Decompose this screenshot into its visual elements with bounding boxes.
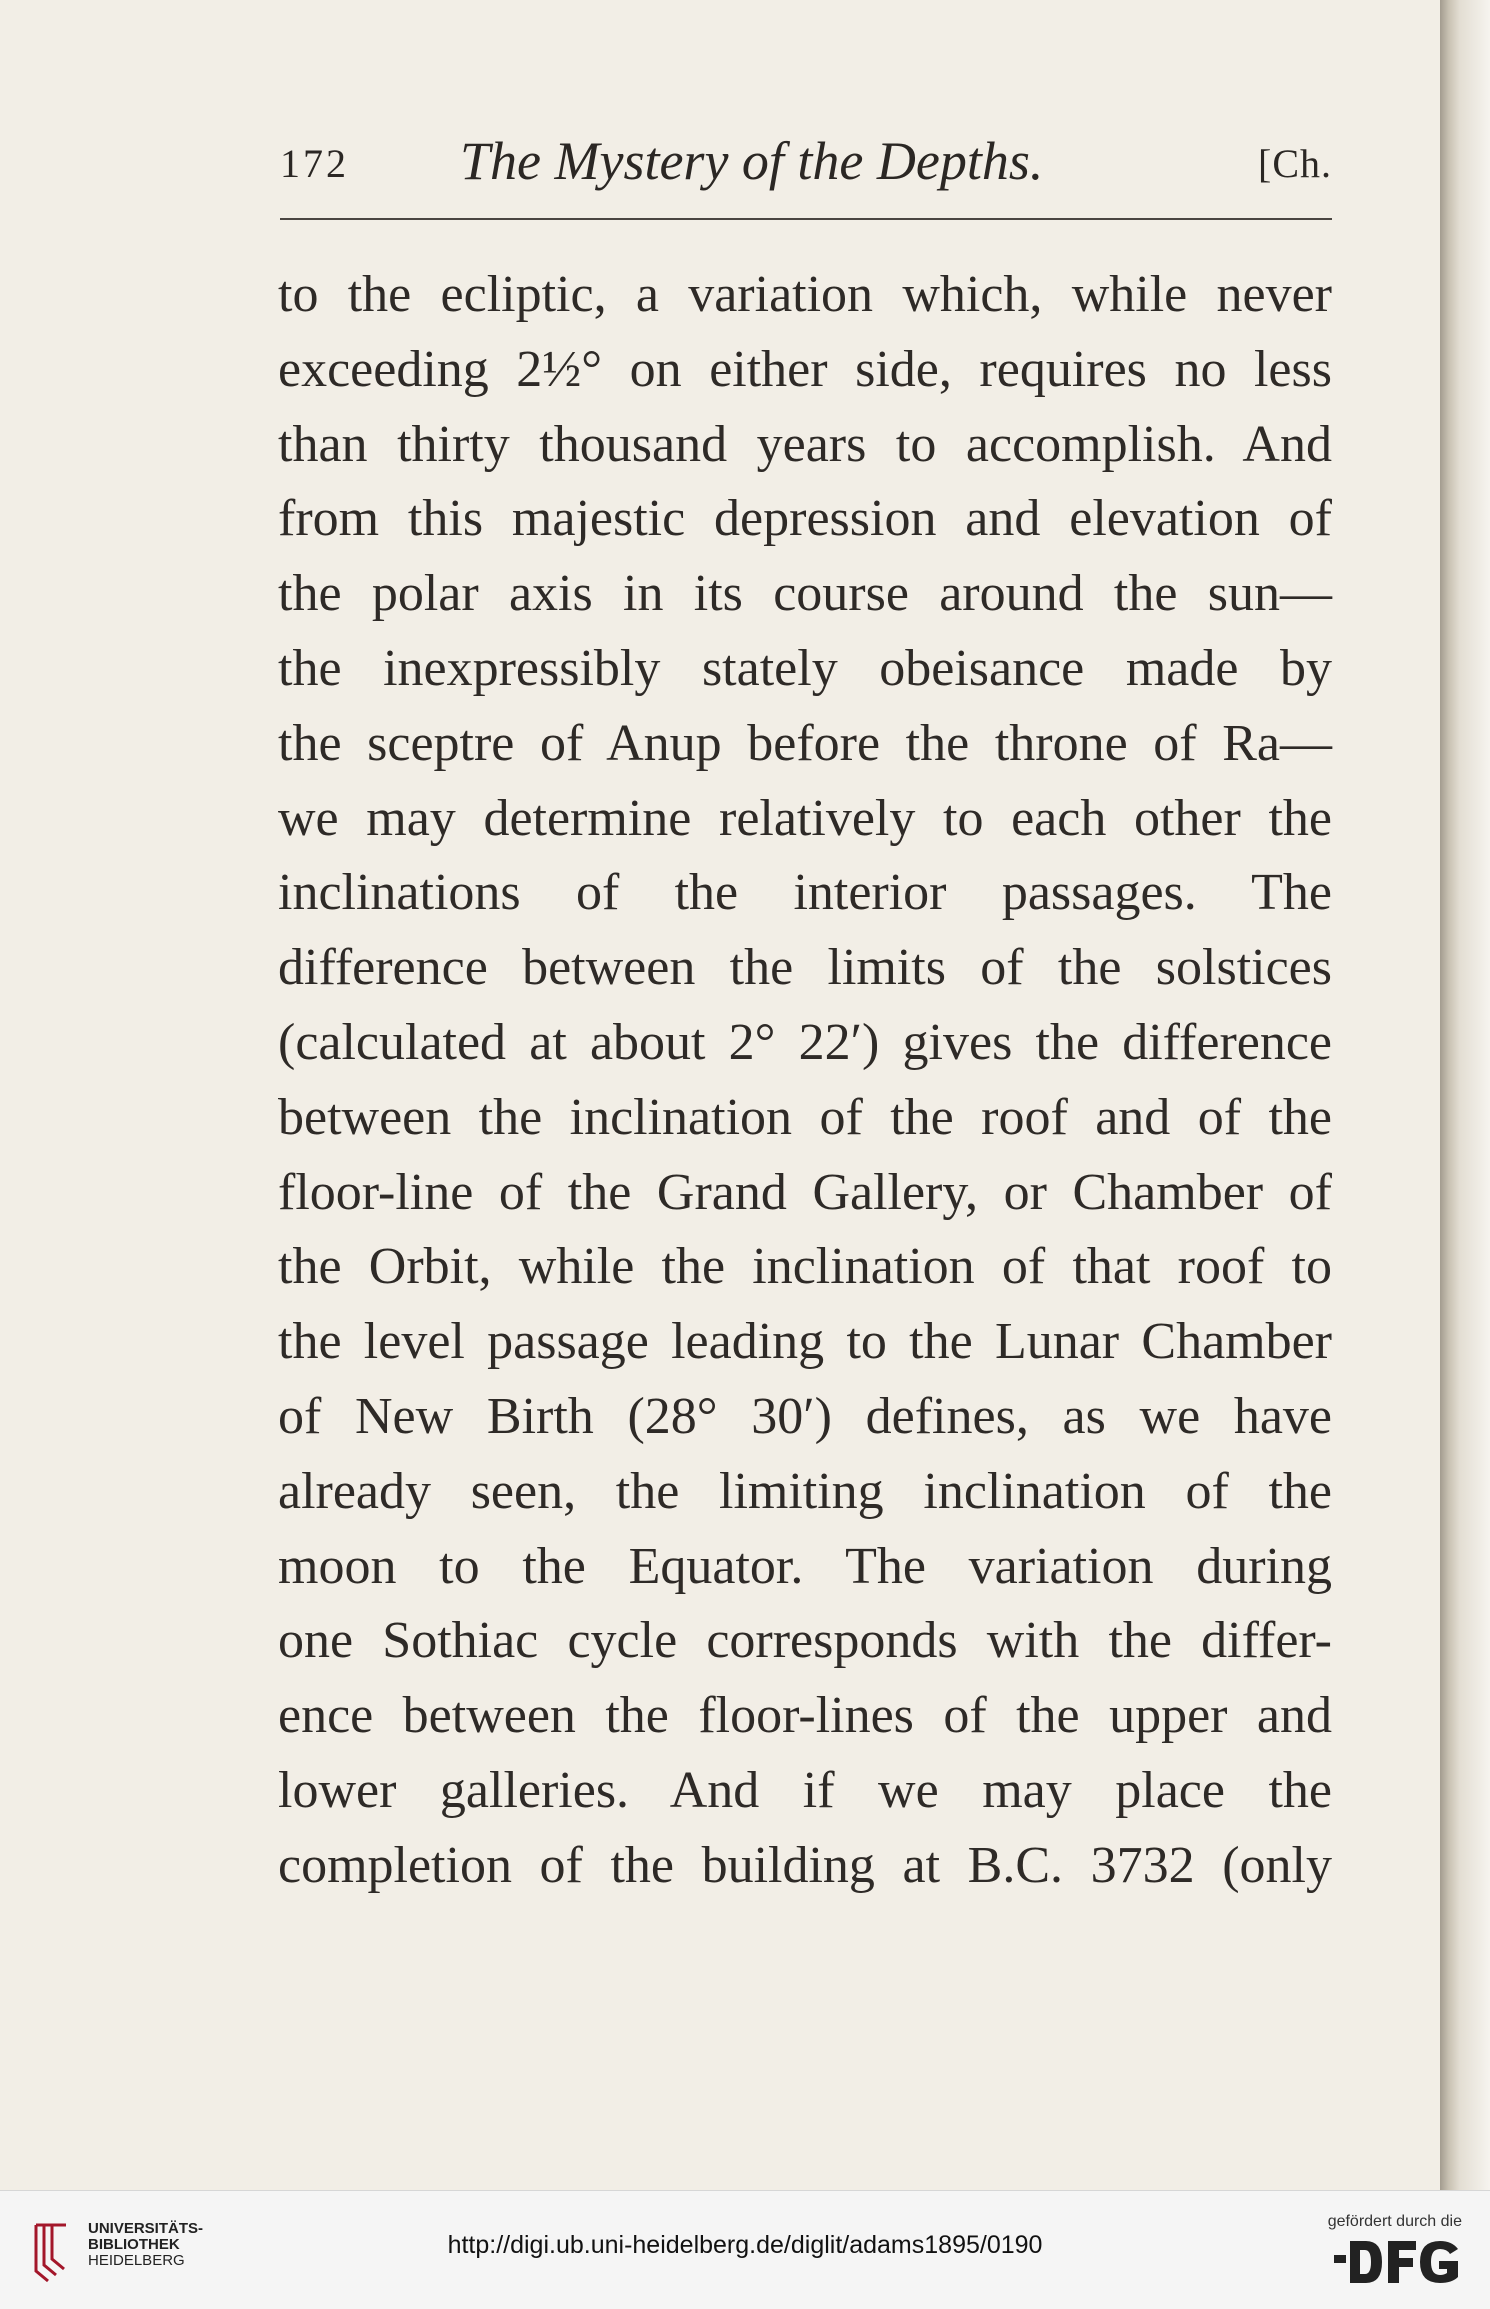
text-line: the level passage leading to the Lunar Chamber — [278, 1313, 1332, 1371]
text-line: the Orbit, while the inclination of that roof to — [278, 1238, 1332, 1296]
text-line: ence between the floor-lines of the upper and — [278, 1687, 1332, 1745]
body-text — [278, 258, 1332, 1904]
running-title: The Mystery of the Depths. — [460, 131, 1044, 191]
chapter-mark: [Ch. — [1258, 141, 1332, 186]
text-line: the inexpressibly stately obeisance made by — [278, 639, 1332, 697]
footer-bar — [0, 2190, 1490, 2309]
text-line: lower galleries. And if we may place the — [278, 1761, 1332, 1819]
library-name-line: BIBLIOTHEK — [88, 2236, 180, 2253]
page-number: 172 — [280, 141, 349, 186]
text-line: the sceptre of Anup before the throne of Ra— — [278, 714, 1332, 772]
library-name — [88, 2221, 203, 2269]
text-line: from this majestic depression and elevation of — [278, 490, 1332, 548]
text-line: to the ecliptic, a variation which, while never — [278, 266, 1332, 323]
text-line: exceeding 2½° on either side, requires no less — [278, 340, 1332, 398]
dfg-logo-icon — [1334, 2235, 1460, 2289]
header-rule — [280, 218, 1332, 220]
text-line: inclinations of the interior passages. The — [278, 864, 1332, 922]
library-logo-icon — [22, 2219, 80, 2285]
text-line: (calculated at about 2° 22′) gives the difference — [278, 1013, 1332, 1071]
text-line: floor-line of the Grand Gallery, or Chamber of — [278, 1163, 1332, 1221]
permalink-url[interactable]: http://digi.ub.uni-heidelberg.de/diglit/adams1895/0190 — [447, 2231, 1043, 2259]
page-edge-shadow — [1440, 0, 1490, 2190]
text-line: than thirty thousand years to accomplish. And — [278, 415, 1332, 473]
text-line: the polar axis in its course around the sun— — [278, 565, 1332, 623]
library-name-line: UNIVERSITÄTS- — [88, 2220, 204, 2237]
running-header — [280, 130, 1332, 210]
text-line: one Sothiac cycle corresponds with the differ- — [278, 1612, 1332, 1670]
text-line: of New Birth (28° 30′) defines, as we have — [278, 1387, 1332, 1445]
text-line: completion of the building at B.C. 3732 (only — [278, 1836, 1332, 1894]
text-line: we may determine relatively to each other the — [278, 789, 1332, 847]
text-line: between the inclination of the roof and of the — [278, 1088, 1332, 1146]
funding-caption: gefördert durch die — [1327, 2213, 1462, 2230]
library-name-line: HEIDELBERG — [88, 2252, 185, 2269]
text-line: already seen, the limiting inclination of the — [278, 1462, 1332, 1520]
text-line: difference between the limits of the solstices — [278, 939, 1332, 997]
text-line: moon to the Equator. The variation during — [278, 1537, 1332, 1595]
